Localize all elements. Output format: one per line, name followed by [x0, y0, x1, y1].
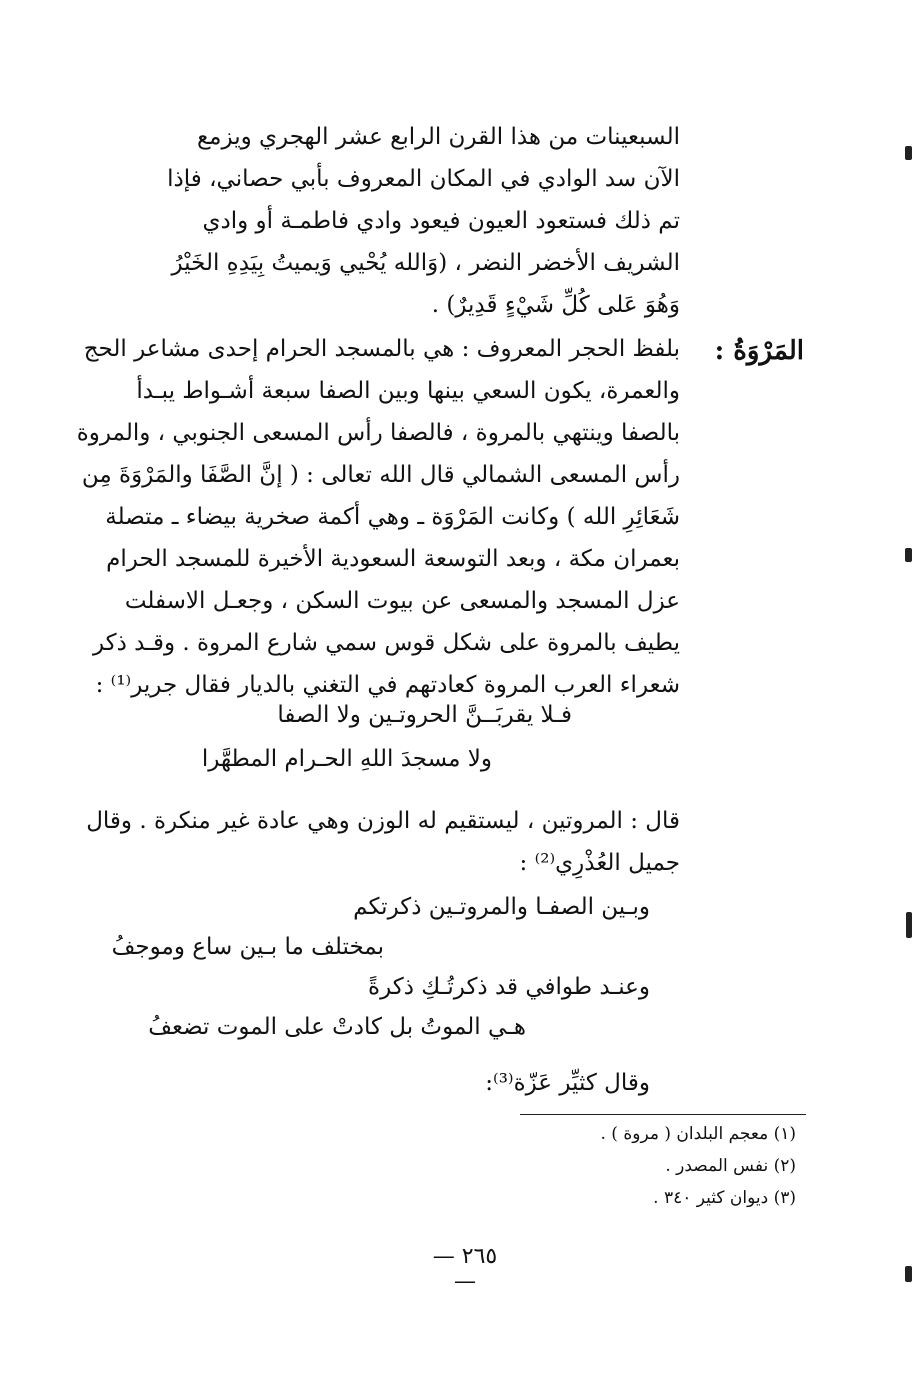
- text-line: والعمرة، يكون السعي بينها وبين الصفا سبعة أشـواط يبـدأ: [136, 378, 680, 404]
- verse-line: وبـين الصفـا والمروتـين ذكرتكم: [353, 894, 650, 920]
- entry-paragraph: [76, 328, 680, 706]
- scan-edge-mark: [905, 548, 912, 562]
- text-line: بالصفا وينتهي بالمروة ، فالصفا رأس المسعى الجنوبي ، والمروة: [76, 420, 680, 446]
- commentary-paragraph: [86, 800, 680, 884]
- text-line: عزل المسجد والمسعى عن بيوت السكن ، وجعـل الاسفلت: [124, 588, 680, 614]
- text-line: شَعَائِرِ الله ) وكانت المَرْوَة ـ وهي أكمة صخرية بيضاء ـ متصلة: [105, 504, 680, 530]
- text-line: جميل العُذْرِي⁽²⁾ :: [519, 850, 680, 876]
- text-line: شعراء العرب المروة كعادتهم في التغني بالديار فقال جرير⁽¹⁾ :: [95, 672, 680, 698]
- verse-line: بمختلف ما بـين ساع وموجفُ: [111, 934, 384, 960]
- text-line: قال : المروتين ، ليستقيم له الوزن وهي عادة غير منكرة . وقال: [86, 808, 680, 834]
- verse-line: فـلا يقربَــنَّ الحروتـين ولا الصفا: [277, 702, 572, 728]
- text-line: السبعينات من هذا القرن الرابع عشر الهجري ويزمع: [196, 124, 680, 150]
- scan-edge-mark: [905, 1266, 912, 1282]
- text-line: يطيف بالمروة على شكل قوس سمي شارع المروة . وقـد ذكر: [92, 630, 680, 656]
- footnote: (٢) نفس المصدر .: [665, 1156, 796, 1176]
- closing-line: وقال كثيِّر عَزّة⁽³⁾:: [485, 1070, 650, 1096]
- text-line: الشريف الأخضر النضر ، (وَالله يُحْيي وَيميتُ بِيَدِهِ الخَيْرُ: [171, 250, 680, 276]
- footnote-divider: [520, 1114, 806, 1115]
- verse-line: هـي الموتُ بل كادتْ على الموت تضعفُ: [148, 1014, 526, 1040]
- text-line: تم ذلك فستعود العيون فيعود وادي فاطمـة أو وادي: [202, 208, 680, 234]
- verse-line: ولا مسجدَ اللهِ الحـرام المطهَّرا: [201, 746, 492, 772]
- text-line: بعمران مكة ، وبعد التوسعة السعودية الأخيرة للمسجد الحرام: [106, 546, 680, 572]
- footnote: (٣) ديوان كثير ٣٤٠ .: [653, 1188, 796, 1208]
- verse-line: وعنـد طوافي قد ذكرتُـكِ ذكرةً: [368, 974, 650, 1000]
- page-number: — ٢٦٥ —: [432, 1244, 498, 1294]
- scan-edge-mark: [905, 146, 912, 160]
- text-line: الآن سد الوادي في المكان المعروف بأبي حصاني، فإذا: [167, 166, 680, 192]
- text-line: رأس المسعى الشمالي قال الله تعالى : ( إنَّ الصَّفَا والمَرْوَةَ مِن: [81, 462, 680, 488]
- scan-edge-mark: [906, 912, 912, 938]
- text-line: بلفظ الحجر المعروف : هي بالمسجد الحرام إحدى مشاعر الحج: [83, 336, 680, 362]
- text-line: وَهُوَ عَلى كُلِّ شَيْءٍ قَدِيرٌ) .: [431, 292, 680, 318]
- intro-paragraph: [140, 116, 680, 326]
- footnote: (١) معجم البلدان ( مروة ) .: [600, 1124, 796, 1144]
- entry-headword: المَرْوَةُ :: [714, 336, 804, 366]
